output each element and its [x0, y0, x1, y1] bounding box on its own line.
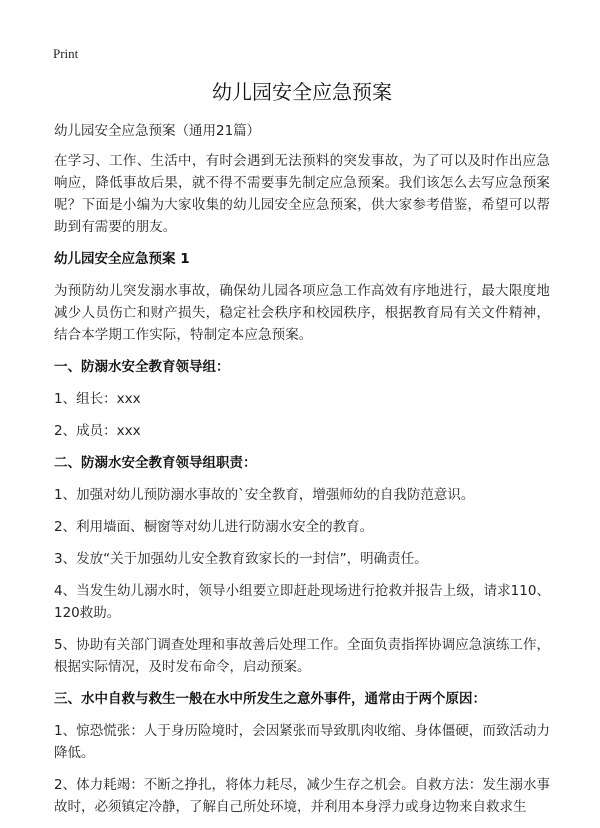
plan-heading: 幼儿园安全应急预案 1: [54, 251, 190, 267]
plan-intro-paragraph: 为预防幼儿突发溺水事故，确保幼儿园各项应急工作高效有序地进行，最大限度地减少人员伤亡和财产损失，稳定社会秩序和校园秩序，根据教育局有关文件精神，结合本学期工作实际，特制定本应急预案。: [54, 283, 550, 343]
list-item: 2、利用墙面、橱窗等对幼儿进行防溺水安全的教育。: [54, 519, 374, 535]
print-link[interactable]: Print: [53, 46, 79, 61]
list-item: 4、当发生幼儿溺水时，领导小组要立即赶赴现场进行抢救并报告上级，请求110、120救助。: [54, 583, 550, 621]
list-item: 1、惊恐慌张：人于身历险境时，会因紧张而导致肌肉收缩、身体僵硬，而致活动力降低。: [54, 723, 550, 761]
list-item: 2、体力耗竭：不断之挣扎，将体力耗尽，减少生存之机会。自救方法：发生溺水事故时，必须镇定冷静，了解自己所处环境，并利用本身浮力或身边物来自救求生: [54, 777, 550, 815]
section-heading-leadership-duties: 二、防溺水安全教育领导组职责：: [54, 455, 257, 471]
document-subtitle: 幼儿园安全应急预案（通用21篇）: [54, 123, 261, 139]
list-item: 5、协助有关部门调查处理和事故善后处理工作。全面负责指挥协调应急演练工作，根据实际情况，及时发布命令，启动预案。: [54, 637, 550, 675]
list-item: 1、加强对幼儿预防溺水事故的`安全教育，增强师幼的自我防范意识。: [54, 487, 475, 503]
document-body: [54, 78, 550, 828]
page-title: 幼儿园安全应急预案: [212, 80, 392, 104]
intro-paragraph: 在学习、工作、生活中，有时会遇到无法预料的突发事故，为了可以及时作出应急响应，降低事故后果，就不得不需要事先制定应急预案。我们该怎么去写应急预案呢？下面是小编为大家收集的幼儿园安全应急预案，供大家参考借鉴，希望可以帮助到有需要的朋友。: [54, 153, 550, 235]
section-heading-leadership-group: 一、防溺水安全教育领导组：: [54, 359, 230, 375]
list-item: 3、发放“关于加强幼儿安全教育致家长的一封信”，明确责任。: [54, 551, 428, 567]
list-item: 2、成员：xxx: [54, 423, 141, 439]
list-item: 1、组长：xxx: [54, 391, 141, 407]
section-heading-self-rescue: 三、水中自救与救生一般在水中所发生之意外事件，通常由于两个原因：: [54, 691, 486, 707]
